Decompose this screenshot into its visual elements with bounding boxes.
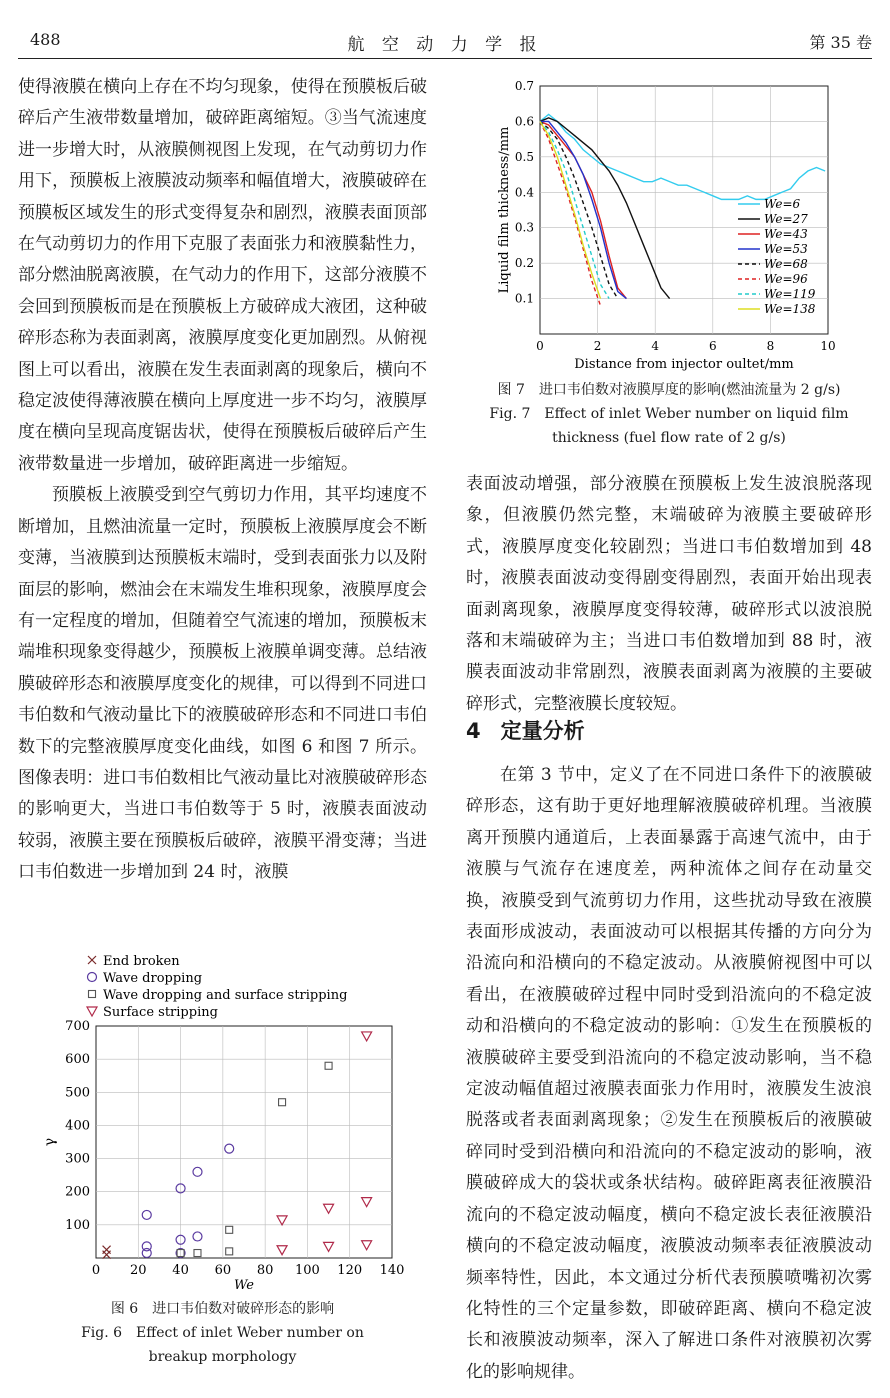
y-tick-label: 0.4 bbox=[514, 185, 534, 200]
legend-marker bbox=[89, 991, 96, 998]
right-column-text-bottom bbox=[466, 760, 872, 1388]
x-axis-label: Distance from injector oultet/mm bbox=[574, 357, 794, 372]
caption-en: Fig. 6 Effect of inlet Weber number on bbox=[81, 1325, 364, 1341]
legend-label: We=27 bbox=[764, 212, 808, 226]
x-tick-label: 100 bbox=[295, 1263, 320, 1278]
legend-marker bbox=[88, 956, 96, 964]
x-tick-label: 0 bbox=[91, 1263, 101, 1278]
x-tick-label: 4 bbox=[651, 339, 660, 353]
x-tick-label: 140 bbox=[379, 1263, 405, 1278]
y-tick-label: 100 bbox=[65, 1217, 90, 1233]
x-tick-label: 6 bbox=[708, 339, 717, 353]
x-tick-label: 120 bbox=[337, 1263, 363, 1278]
y-tick-label: 0.7 bbox=[514, 79, 534, 93]
legend-label: Wave dropping and surface stripping bbox=[103, 988, 348, 1003]
paragraph: 表面波动增强，部分液膜在预膜板上发生波浪脱落现象，但液膜仍然完整，末端破碎为液膜主要破碎形式，液膜厚度变化较剧烈；当进口韦伯数增加到 48 时，液膜表面波动变得剧变得剧烈，表面开始出现表面剥离现象，液膜厚度变得较薄，破碎形式以波浪脱落和末端破碎为主；当进口韦伯数增加到 88 时，液膜表面波动非常剧烈，液膜表面剥离为液膜的主要破碎形式，完整液膜长度较短。 bbox=[466, 474, 872, 714]
y-tick-label: 500 bbox=[65, 1085, 90, 1101]
header-rule bbox=[18, 58, 872, 59]
x-tick-label: 8 bbox=[766, 339, 775, 353]
x-axis-label: We bbox=[234, 1278, 254, 1290]
legend-label: We=119 bbox=[764, 287, 816, 301]
section-title: 定量分析 bbox=[500, 719, 585, 743]
figure-6-scatter-chart bbox=[40, 948, 410, 1290]
legend-label: Surface stripping bbox=[103, 1005, 218, 1020]
y-tick-label: 400 bbox=[65, 1118, 90, 1134]
y-tick-label: 700 bbox=[65, 1019, 90, 1034]
paragraph: 在第 3 节中，定义了在不同进口条件下的液膜破碎形态，这有助于更好地理解液膜破碎机理。当液膜离开预膜内通道后，上表面暴露于高速气流中，由于液膜与气流存在速度差，两种流体之间存在动量交换，液膜受到气流剪切力作用，这些扰动导致在液膜表面形成波动，表面波动可以根据其传播的方向分为沿流向和沿横向的不稳定波动。从液膜俯视图中可以看出，在液膜破碎过程中同时受到沿流向的不稳定波动和沿横向的不稳定波动的影响：①发生在预膜板的液膜破碎主要受到沿流向的不稳定波动影响，当不稳定波动幅值超过液膜表面张力作用时，液膜发生波浪脱落或者表面剥离现象；②发生在预膜板后的液膜破碎同时受到沿横向和沿流向的不稳定波动的影响，液膜破碎成大的袋状或条状结构。破碎距离表征液膜沿流向的不稳定波动幅度，横向不稳定波长表征液膜沿横向的不稳定波动幅度，液膜波动频率表征液膜波动频率特性，因此，本文通过分析代表预膜喷嘴初次雾化特性的三个定量参数，即破碎距离、横向不稳定波长和液膜波动频率，深入了解进口条件对液膜初次雾化的影响规律。 bbox=[466, 765, 872, 1382]
legend-label: We=53 bbox=[764, 242, 808, 256]
caption-en: breakup morphology bbox=[148, 1349, 297, 1365]
y-tick-label: 600 bbox=[65, 1052, 90, 1068]
legend-label: We=138 bbox=[764, 302, 816, 316]
y-tick-label: 0.3 bbox=[514, 220, 534, 235]
section-number: 4 bbox=[466, 719, 481, 743]
x-tick-label: 0 bbox=[536, 339, 544, 353]
y-tick-label: 0.2 bbox=[514, 256, 534, 271]
x-tick-label: 80 bbox=[256, 1263, 274, 1278]
section-heading bbox=[466, 715, 585, 745]
legend-label: End broken bbox=[103, 954, 180, 969]
legend-label: We=96 bbox=[764, 272, 808, 286]
caption-en: thickness (fuel flow rate of 2 g/s) bbox=[552, 430, 786, 446]
journal-title: 航 空 动 力 学 报 bbox=[347, 35, 543, 55]
figure-7-caption bbox=[466, 378, 872, 450]
x-tick-label: 40 bbox=[172, 1263, 189, 1278]
right-column-text-top bbox=[466, 469, 872, 720]
volume-label: 第 35 卷 bbox=[809, 33, 872, 52]
paragraph: 使得液膜在横向上存在不均匀现象，使得在预膜板后破碎后产生液带数量增加，破碎距离缩短。③当气流速度进一步增大时，从液膜侧视图上发现，在气动剪切力作用下，预膜板上液膜波动频率和幅值增大，液膜破碎在预膜板区域发生的形式变得复杂和剧烈，液膜表面顶部在气动剪切力的作用下克服了表面张力和液膜黏性力，部分燃油脱离液膜，在气动力的作用下，这部分液膜不会回到预膜板而是在预膜板上方破碎成大液团，这种破碎形态称为表面剥离，液膜厚度变化更加剧烈。从俯视图上可以看出，液膜在发生表面剥离的现象后，横向不稳定波使得薄液膜在横向上厚度进一步不均匀，液膜厚度在横向呈现高度锯齿状，使得在预膜板后破碎后产生液带数量进一步增加，破碎距离进一步缩短。 bbox=[18, 77, 427, 474]
legend-label: Wave dropping bbox=[103, 971, 203, 986]
legend-marker bbox=[87, 1007, 97, 1016]
caption-cn: 图 7 进口韦伯数对液膜厚度的影响(燃油流量为 2 g/s) bbox=[497, 382, 841, 398]
y-tick-label: 200 bbox=[65, 1184, 90, 1200]
caption-en: Fig. 7 Effect of inlet Weber number on liquid film bbox=[489, 406, 849, 422]
page-number: 488 bbox=[30, 30, 61, 49]
legend-label: We=43 bbox=[764, 227, 808, 241]
legend-label: We=68 bbox=[764, 257, 808, 271]
legend-marker bbox=[88, 973, 97, 982]
legend-label: We=6 bbox=[764, 197, 801, 211]
x-tick-label: 2 bbox=[593, 339, 602, 353]
y-axis-label: Liquid film thickness/mm bbox=[497, 126, 512, 294]
page-header bbox=[0, 0, 890, 64]
x-tick-label: 10 bbox=[820, 339, 836, 353]
x-tick-label: 60 bbox=[214, 1263, 232, 1278]
y-tick-label: 0.1 bbox=[514, 291, 534, 306]
figure-6-caption bbox=[18, 1297, 427, 1369]
paragraph: 预膜板上液膜受到空气剪切力作用，其平均速度不断增加，且燃油流量一定时，预膜板上液膜厚度会不断变薄，当液膜到达预膜板末端时，受到表面张力以及附面层的影响，燃油会在末端发生堆积现象，液膜厚度会有一定程度的增加，但随着空气流速的增加，预膜板末端堆积现象变得越少，预膜板上液膜单调变薄。总结液膜破碎形态和液膜厚度变化的规律，可以得到不同进口韦伯数和气液动量比下的液膜破碎形态和不同进口韦伯数下的完整液膜厚度变化曲线，如图 6 和图 7 所示。图像表明：进口韦伯数相比气液动量比对液膜破碎形态的影响更大，当进口韦伯数等于 5 时，液膜表面波动较弱，液膜主要在预膜板后破碎，液膜平滑变薄；当进口韦伯数进一步增加到 24 时，液膜 bbox=[18, 485, 427, 883]
caption-cn: 图 6 进口韦伯数对破碎形态的影响 bbox=[110, 1301, 335, 1317]
plot-area bbox=[96, 1026, 392, 1258]
y-tick-label: 0.6 bbox=[514, 114, 534, 129]
y-tick-label: 0.5 bbox=[514, 149, 534, 164]
y-axis-label: γ bbox=[42, 1137, 58, 1147]
figure-7-line-chart bbox=[488, 72, 848, 372]
y-tick-label: 300 bbox=[65, 1151, 90, 1167]
left-column-text bbox=[18, 72, 427, 889]
x-tick-label: 20 bbox=[130, 1263, 147, 1278]
